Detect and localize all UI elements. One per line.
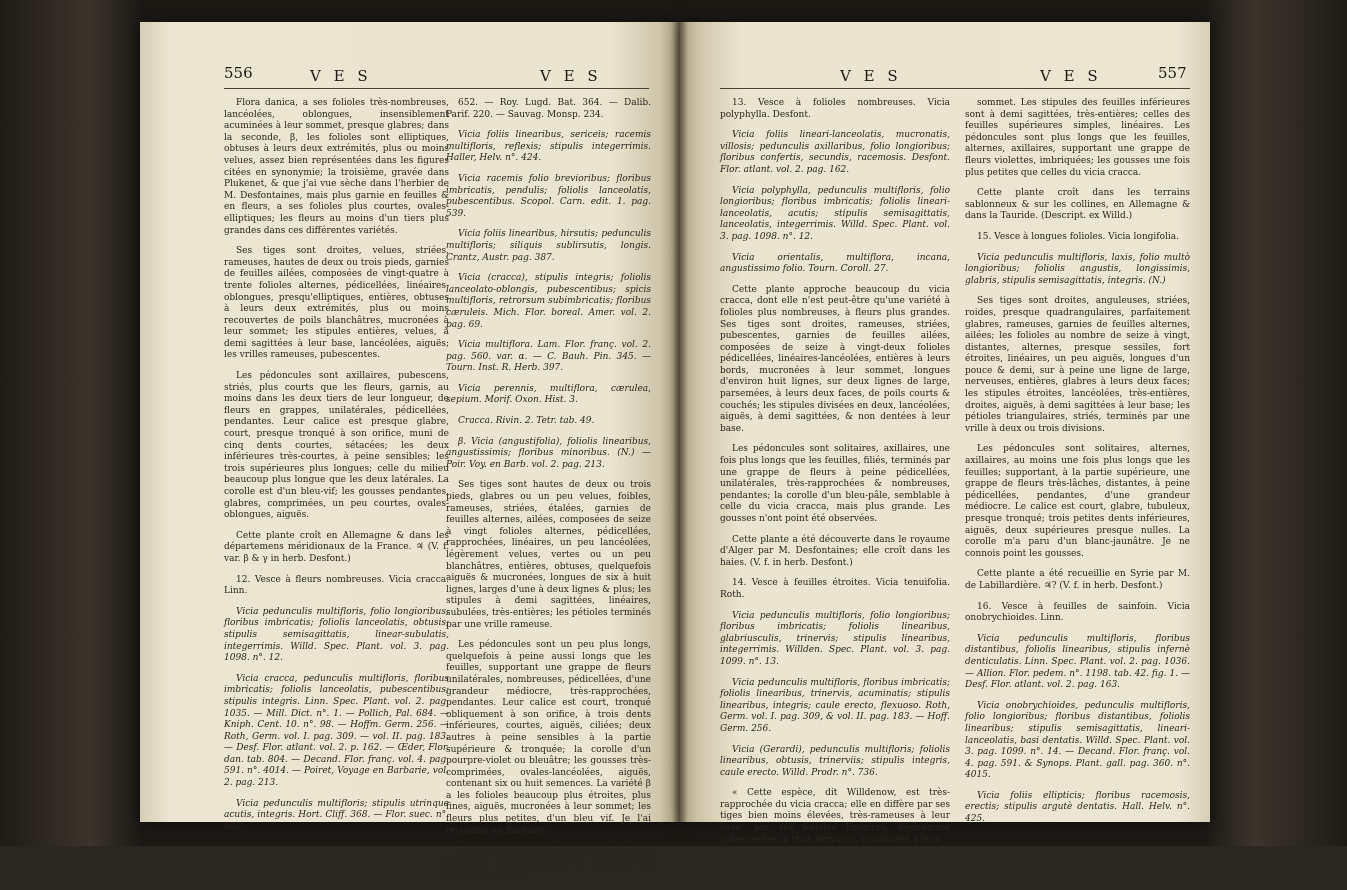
page-number-left: 556 [224,64,253,82]
text-paragraph: Cracca. Rivin. 2. Tetr. tab. 49. [458,416,595,427]
text-paragraph: 12. Vesce à fleurs nombreuses. Vicia cracca. Linn. [224,574,449,597]
text-paragraph: Cette plante croît dans les terrains sablonneux & sur les collines, en Allemagne & dans la Tauride. (Descript. ex Willd.) [965,188,1190,222]
text-paragraph: Flora danica, a ses folioles très-nombreuses, lancéolées, oblongues, insensiblement acuminées à leur sommet, presque glabres; dans la seconde, β, les folioles sont elliptiques, obtuses à leurs deux extrémités, plus ou moins velues, assez bien représentées dans les figures citées en synonymie; la troisième, gravée dans Plukenet, & que j'ai vue sèche dans l'herbier de M. Desfontaines, mais plus garnie en feuilles & en fleurs, a ses folioles plus courtes, ovales-elliptiques; les fleurs au moins d'un tiers plus grandes dans ces différentes variétés. [224,98,449,236]
text-paragraph: Ses tiges sont droites, velues, striées, rameuses, hautes de deux ou trois pieds, garnies de feuilles ailées, composées de vingt-quatre à trente folioles alternes, pédicellées, linéaires-oblongues, presqu'elliptiques, entières, obtuses à leurs deux extrémités, plus ou moins recouvertes de poils blanchâtres, mucronées à leur sommet; les stipules entières, velues, à demi sagittées à leur base, lancéolées, aiguës; les vrilles rameuses, pubescentes. [224,246,449,361]
text-paragraph: Vicia multiflora. Lam. Flor. franç. vol. 2. pag. 560. var. α. — C. Bauh. Pin. 345. — Tourn. Inst. R. Herb. 397. [446,340,651,374]
text-paragraph: 13. Vesce à folioles nombreuses. Vicia polyphylla. Desfont. [720,98,950,120]
text-paragraph: Vicia cracca, pedunculis multifloris, floribus imbricatis; foliolis lanceolatis, pubescentibus; stipulis integris. Linn. Spec. Plant. vol. 2. pag. 1035. — Mill. Dict. n°. 1. — Pollich, Pal. 684. — Kniph. Cent. 10. n°. 98. — Hoffm. Germ. 256. — Roth, Germ. vol. I. pag. 309. — vol. II. pag. 183. — Desf. Flor. atlant. vol. 2. p. 162. — Œder, Flor. dan. tab. 804. — Decand. Flor. franç. vol. 4. pag. 591. n°. 4014. — Poiret, Voyage en Barbarie, vol. 2. pag. 213. [224,673,449,789]
text-paragraph: Ses tiges sont hautes de deux ou trois pieds, glabres ou un peu velues, foibles, rameuses, striées, étalées, garnies de feuilles alternes, ailées, composées de seize à vingt folioles alternes, pédicellées, rapprochées, linéaires, un peu lancéolées, légèrement velues, vertes ou un peu blanchâtres, entières, obtuses, quelquefois aiguës & mucronées, longues de six à huit lignes, larges d'une à deux lignes & plus; les stipules à demi sagittées, linéaires, subulées, très-entières; les pétioles terminés par une vrille rameuse. [446,480,651,630]
text-paragraph: Vicia foliis ellipticis; floribus racemosis, erectis; stipulis argutè dentatis. Hall. Helv. n°. 425. [965,790,1190,825]
text-paragraph: 15. Vesce à longues folioles. Vicia longifolia. [977,231,1180,242]
text-paragraph: Vicia pedunculis multifloris, folio longioribus; floribus imbricatis; foliolis lanceolatis, obtusis; stipulis semisagittatis, linear-subulatis, integerrimis. Willd. Spec. Plant. vol. 3. pag. 1098. n°. 12. [224,606,449,664]
text-paragraph: Vicia pedunculis multifloris, floribus distantibus, foliolis linearibus, stipulis infernè denticulatis. Linn. Spec. Plant. vol. 2. pag. 1036. — Allion. Flor. pedem. n°. 1198. tab. 42. fig. 1. — Desf. Flor. atlant. vol. 2. pag. 163. [965,633,1190,691]
page-number-right: 557 [1158,64,1187,82]
text-paragraph: Les pédoncules sont un peu plus longs, quelquefois à peine aussi longs que les feuilles, supportant une grappe de fleurs unilatérales, nombreuses, pédicellées, d'une grandeur médiocre, très-rapprochées, pendantes. Leur calice est court, tronqué obliquement à son orifice, à trois dents inférieures, courtes, aiguës, ciliées; deux autres à peine sensibles à la partie supérieure & tronquée; la corolle d'un pourpre-violet ou bleuâtre; les gousses très-comprimées, ovales-lancéolées, aiguës, contenant six ou huit semences. La variété β a les folioles beaucoup plus étroites, plus fines, aiguës, mucronées à leur sommet; les fleurs plus petites, d'un bleu vif. Je l'ai recueillie en Barbarie. [446,640,651,836]
text-paragraph: Les pédoncules sont axillaires, pubescens, striés, plus courts que les fleurs, garnis, au moins dans les deux tiers de leur longueur, de fleurs en grappes, unilatérales, pédicellées, pendantes. Leur calice est presque glabre, court, presque tronqué à son orifice, muni de cinq dents courtes, sétacées; les deux inférieures très-courtes, à peine sensibles; les trois supérieures plus longues; celle du milieu beaucoup plus longue que les deux latérales. La corolle est d'un bleu-vif; les gousses pendantes, glabres, comprimées, un peu courtes, ovales-oblongues, aiguës. [224,371,449,521]
text-paragraph: Vicia perennis, multiflora, cærulea, sepium. Morif. Oxon. Hist. 3. [446,383,651,406]
text-paragraph: Ses tiges sont droites, anguleuses, striées, roides, presque quadrangulaires, parfaitement glabres, rameuses, garnies de feuilles alternes, ailées; les folioles au nombre de seize à vingt, distantes, alternes, presque sessiles, fort étroites, linéaires, un peu aiguës, longues d'un pouce & demi, sur à peine une ligne de large, nerveuses, entières, glabres à leurs deux faces; les stipules étroites, lancéolées, très-entières, droites, aiguës, à demi sagittées à leur base; les pétioles triangulaires, striés, terminés par une vrille à deux ou trois divisions. [965,296,1190,434]
text-paragraph: Vicia (cracca), stipulis integris; foliolis lanceolato-oblongis, pubescentibus; spicis multifloris, retrorsum subimbricatis; floribus cæruleis. Mich. Flor. boreal. Amer. vol. 2. pag. 69. [446,273,651,330]
text-paragraph: Vicia onobrychioides, pedunculis multifloris, folio longioribus; floribus distantibus, foliolis linearibus; stipulis semisagittatis, lineari-lanceolatis, basi dentatis. Willd. Spec. Plant. vol. 3. pag. 1099. n°. 14. — Decand. Flor. franç. vol. 4. pag. 591. & Synops. Plant. gall. pag. 360. n°. 4015. [965,700,1190,781]
text-paragraph: Cette plante croît en Europe, en Barbarie, dans les lieux incultes, les champs, les moissons. ♃ (V. v.) [446,846,651,880]
right-column-1 [720,98,950,855]
text-paragraph: Vicia racemis folio brevioribus; floribus imbricatis, pendulis; foliolis lanceolatis, pubescentibus. Scopol. Carn. edit. 1. pag. 539. [446,173,651,219]
running-header-right-a: V E S [840,67,902,85]
text-paragraph: Vicia pedunculis multifloris; stipulis utrinque acutis, integris. Hort. Cliff. 368. — Flor. suec. n°. 605. [224,798,449,832]
left-column-2 [446,98,651,890]
right-page [680,22,1210,845]
text-paragraph: Vicia foliis lineari-lanceolatis, mucronatis, villosis; pedunculis axillaribus, folio longioribus; floribus confertis, secundis, racemosis. Desfont. Flor. atlant. vol. 2. pag. 162. [720,130,950,175]
text-paragraph: Vicia polyphylla, pedunculis multifloris, folio longioribus; floribus imbricatis; foliolis lineari-lanceolatis, acutis; stipulis semisagittatis, lanceolatis, integerrimis. Willd. Spec. Plant. vol. 3. pag. 1098. n°. 12. [720,185,950,242]
text-paragraph: Vicia orientalis, multiflora, incana, angustissimo folio. Tourn. Coroll. 27. [720,252,950,275]
text-paragraph: 14. Vesce à feuilles étroites. Vicia tenuifolia. Roth. [720,578,950,600]
text-paragraph: « Cette espèce, dit Willdenow, est très-rapprochée du vicia cracca; elle en diffère par ses tiges bien moins élevées, très-rameuses à leur base; par ses folioles linéaires, légèrement pubescentes; à trois nervures, acuminées à leur [720,788,950,845]
right-column-2 [965,98,1190,835]
text-paragraph: Cette plante a été recueillie en Syrie par M. de Labillardière. ♃? (V. f. in herb. Desfont.) [965,569,1190,591]
text-paragraph: Cette plante approche beaucoup du vicia cracca, dont elle n'est peut-être qu'une variété à folioles plus nombreuses, à fleurs plus grandes. Ses tiges sont droites, rameuses, striées, pubescentes, garnies de feuilles ailées, composées de seize à vingt-deux folioles pédicellées, linéaires-lancéolées, entières à leurs bords, mucronées à leur sommet, longues d'environ huit lignes, sur deux lignes de large, parsemées, à leurs deux faces, de poils courts & couchés; les stipules divisées en deux, lancéolées, aiguës, à demi sagittées, & non dentées à leur base. [720,284,950,434]
text-paragraph: 652. — Roy. Lugd. Bat. 364. — Dalib. Parif. 220. — Sauvag. Monsp. 234. [446,98,651,120]
header-rule-left [224,88,649,89]
text-paragraph: Vicia pedunculis multifloris, folio longioribus; floribus imbricatis; foliolis linearibus, glabriusculis, trinervis; stipulis linearibus, integerrimis. Willden. Spec. Plant. vol. 3. pag. 1099. n°. 13. [720,610,950,667]
text-paragraph: Les pédoncules sont solitaires, alternes, axillaires, au moins une fois plus longs que les feuilles; supportant, à la partie supérieure, une grappe de fleurs très-lâches, distantes, à peine pédicellées, pendantes, d'une grandeur médiocre. Le calice est court, glabre, tubuleux, presque tronqué; trois petites dents inférieures, aiguës, deux supérieures presque nulles. La corolle m'a paru d'un blanc-jaunâtre. Je ne connois point les gousses. [965,444,1190,559]
text-paragraph: sommet. Les stipules des feuilles inférieures sont à demi sagittées, très-entières; celles des feuilles supérieures simples, linéaires. Les pédoncules sont plus longs que les feuilles, alternes, axillaires, supportant une grappe de fleurs violettes, imbriquées; les gousses une fois plus petites que celles du vicia cracca. [965,98,1190,178]
running-header-right-b: V E S [1040,67,1102,85]
text-paragraph: Les pédoncules sont solitaires, axillaires, une fois plus longs que les feuilles, filiés, terminés par une grappe de fleurs à peine pédicellées, unilatérales, très-rapprochées & nombreuses, pendantes; la corolle d'un bleu-pâle, semblable à celle du vicia cracca, mais plus grande. Les gousses n'ont point été observées. [720,444,950,524]
text-paragraph: Vicia foliis linearibus, sericeis; racemis multifloris, reflexis; stipulis integerrimis. Haller, Helv. n°. 424. [446,130,651,164]
header-rule-right [720,88,1190,89]
left-column-1 [224,98,449,842]
running-header-left-b: V E S [540,67,602,85]
running-header-left-a: V E S [310,67,372,85]
book-gutter [672,22,688,822]
text-paragraph: Vicia pedunculis multifloris, laxis, folio multò longioribus; foliolis angustis, longissimis, glabris, stipulis semisagittatis, integris. (N.) [965,252,1190,286]
text-paragraph: β. Vicia (angustifolia), foliolis linearibus, angustissimis; floribus minoribus. (N.) — Poir. Voy. en Barb. vol. 2. pag. 213. [446,436,651,470]
text-paragraph: Cette plante a été découverte dans le royaume d'Alger par M. Desfontaines; elle croît dans les haies. (V. f. in herb. Desfont.) [720,534,950,568]
text-paragraph: Cette plante croît en Allemagne & dans les départemens méridionaux de la France. ♃ (V. f. var. β & γ in herb. Desfont.) [224,530,449,564]
left-page [140,22,680,880]
text-paragraph: Vicia (Gerardi), pedunculis multifloris; foliolis linearibus, obtusis, trinerviis; stipulis integris, caule erecto. Willd. Prodr. n°. 736. [720,744,950,778]
text-paragraph: Vicia foliis linearibus, hirsutis; pedunculis multifloris; siliquis sublirsutis, longis. Crantz, Austr. pag. 387. [446,229,651,263]
text-paragraph: Vicia pedunculis multifloris, floribus imbricatis; foliolis linearibus, trinervis, acuminatis; stipulis linearibus, integris; caule erecto, flexuoso. Roth, Germ. vol. I. pag. 309, & vol. II. pag. 183. — Hoff. Germ. 256. [720,677,950,734]
text-paragraph: 16. Vesce à feuilles de sainfoin. Vicia onobrychioides. Linn. [965,601,1190,624]
